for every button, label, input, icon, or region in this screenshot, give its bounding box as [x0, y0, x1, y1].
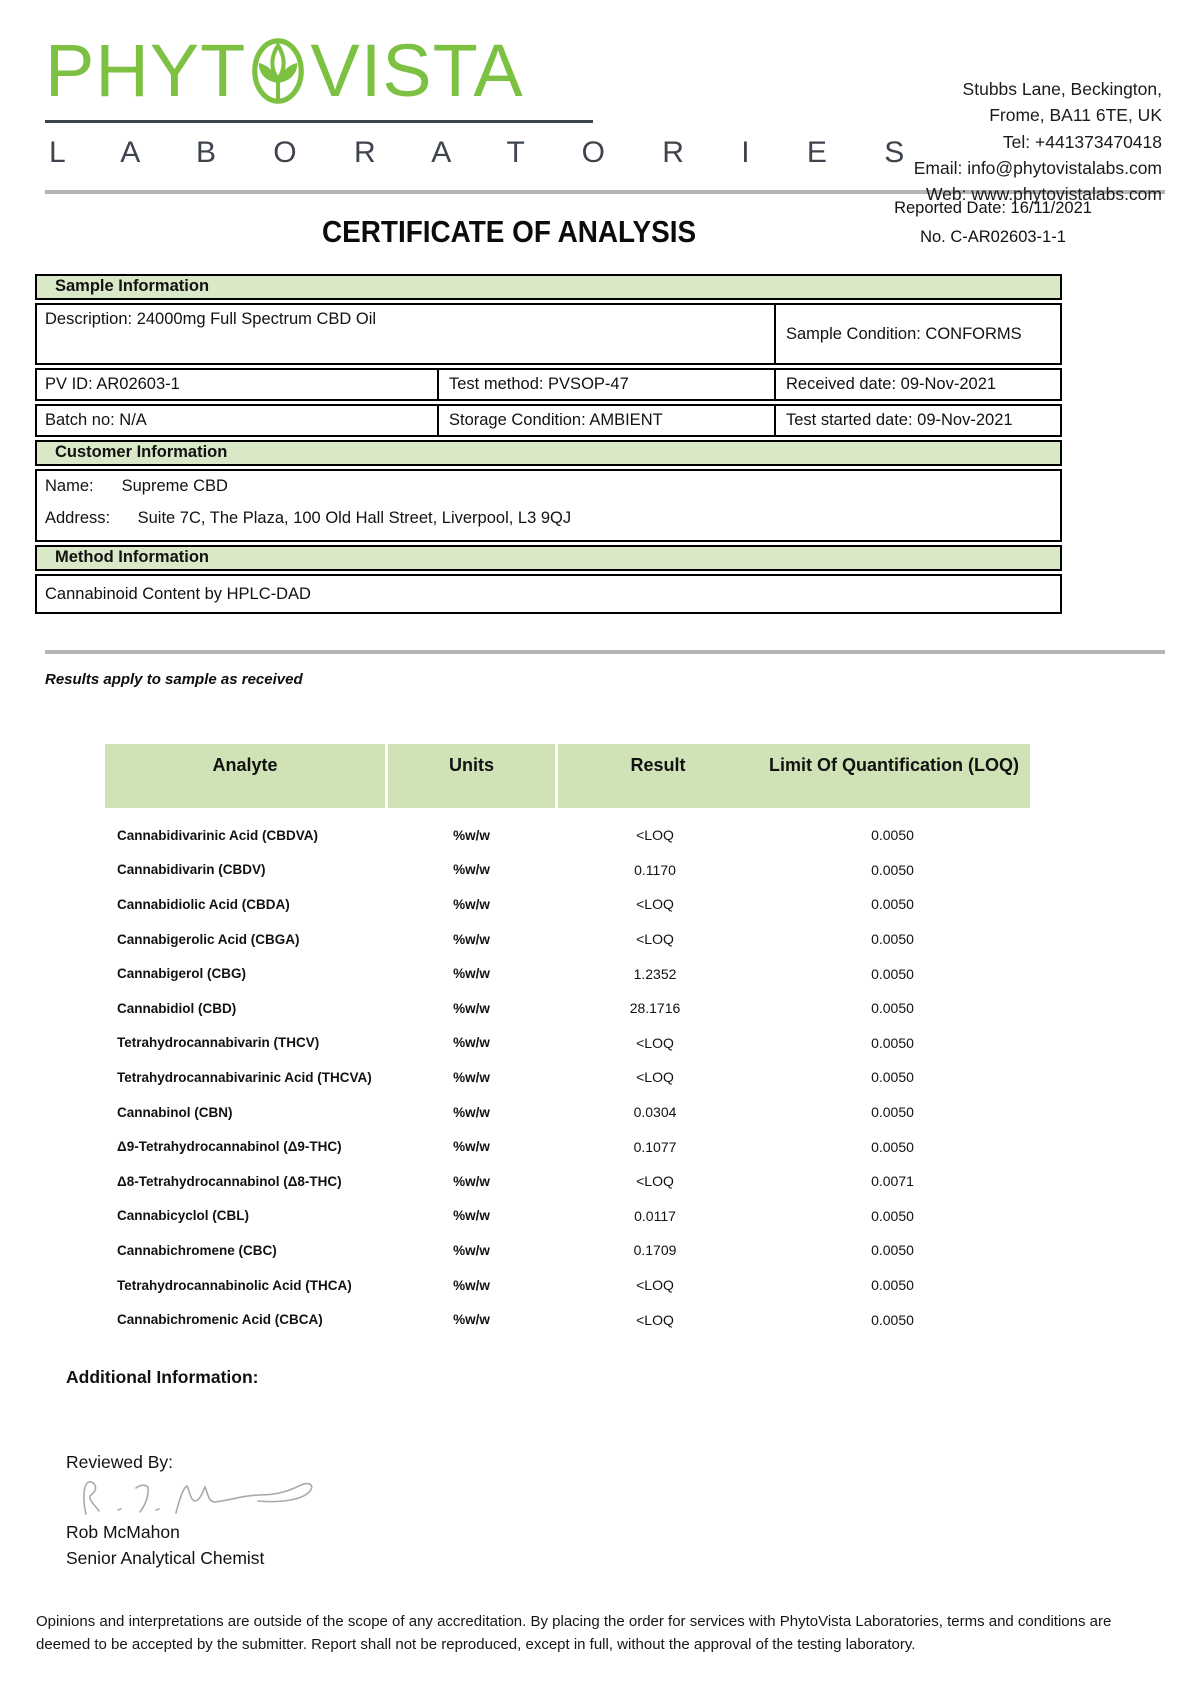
phytovista-logo	[45, 29, 929, 170]
analyte-cell: Cannabigerolic Acid (CBGA)	[117, 931, 300, 947]
table-row	[105, 922, 1030, 957]
page-header	[0, 29, 1200, 204]
received-date: Received date: 09-Nov-2021	[774, 370, 1060, 399]
result-cell: <LOQ	[636, 1311, 674, 1328]
logo-laboratories-text: L A B O R A T O R I E S	[49, 136, 929, 169]
result-cell: <LOQ	[636, 896, 674, 913]
analyte-cell: Tetrahydrocannabivarinic Acid (THCVA)	[117, 1069, 372, 1085]
lab-email: Email: info@phytovistalabs.com	[913, 157, 1162, 178]
method-information-box	[35, 574, 1062, 614]
units-cell: %w/w	[453, 1277, 490, 1293]
analyte-cell: Tetrahydrocannabivarin (THCV)	[117, 1035, 320, 1051]
test-started-date: Test started date: 09-Nov-2021	[774, 406, 1060, 435]
additional-information-label: Additional Information:	[66, 1366, 259, 1387]
table-row	[105, 1233, 1030, 1268]
leaf-logo-icon	[249, 35, 307, 107]
logo-text-part1: PHYT	[45, 29, 247, 112]
column-header-result: Result	[558, 744, 758, 808]
units-cell: %w/w	[453, 1208, 490, 1224]
loq-cell: 0.0050	[871, 1104, 914, 1121]
analyte-cell: Cannabinol (CBN)	[117, 1104, 233, 1120]
units-cell: %w/w	[453, 1173, 490, 1189]
loq-cell: 0.0050	[871, 1138, 914, 1155]
table-row	[105, 1060, 1030, 1095]
analyte-cell: Cannabichromene (CBC)	[117, 1242, 277, 1258]
lab-website: Web: www.phytovistalabs.com	[925, 184, 1162, 204]
units-cell: %w/w	[453, 862, 490, 878]
loq-cell: 0.0050	[871, 931, 914, 948]
units-cell: %w/w	[453, 931, 490, 947]
units-cell: %w/w	[453, 1035, 490, 1051]
table-row	[105, 887, 1030, 922]
results-table-body	[105, 818, 1030, 1337]
analyte-cell: Cannabicyclol (CBL)	[117, 1208, 250, 1224]
result-cell: 1.2352	[633, 965, 677, 982]
customer-address-value: Suite 7C, The Plaza, 100 Old Hall Street, Liverpool, L3 9QJ	[137, 509, 572, 527]
result-cell: 0.0304	[633, 1104, 677, 1121]
sample-information-section	[35, 274, 1062, 614]
method-information-header: Method Information	[35, 545, 1062, 571]
table-row	[105, 818, 1030, 853]
loq-cell: 0.0050	[871, 1034, 914, 1051]
result-cell: 0.1170	[634, 861, 676, 878]
sample-information-header: Sample Information	[35, 274, 1062, 300]
table-row	[105, 1164, 1030, 1199]
units-cell: %w/w	[453, 896, 490, 912]
title-row	[0, 198, 1200, 272]
reviewed-by-label: Reviewed By:	[66, 1451, 173, 1472]
report-number: No. C-AR02603-1-1	[920, 228, 1066, 246]
result-cell: 0.0117	[634, 1207, 676, 1224]
loq-cell: 0.0050	[871, 1311, 914, 1328]
customer-name-label: Name:	[45, 477, 94, 495]
table-row	[105, 853, 1030, 888]
analyte-cell: Δ8-Tetrahydrocannabinol (Δ8-THC)	[117, 1173, 342, 1189]
logo-wordmark	[45, 29, 593, 123]
customer-name-line	[45, 477, 1052, 496]
page-title: CERTIFICATE OF ANALYSIS	[322, 214, 697, 249]
customer-information-box	[35, 469, 1062, 542]
results-table-header	[105, 744, 1030, 808]
customer-information-header: Customer Information	[35, 440, 1062, 466]
table-row	[105, 956, 1030, 991]
analyte-cell: Tetrahydrocannabinolic Acid (THCA)	[117, 1277, 352, 1293]
table-row	[105, 1129, 1030, 1164]
test-method: Test method: PVSOP-47	[437, 370, 774, 399]
lab-contact-block	[914, 76, 1162, 207]
loq-cell: 0.0050	[871, 861, 914, 878]
units-cell: %w/w	[453, 1139, 490, 1155]
units-cell: %w/w	[453, 1312, 490, 1328]
result-cell: 28.1716	[629, 1000, 681, 1017]
table-row	[105, 1302, 1030, 1337]
column-header-loq: Limit Of Quantification (LOQ)	[758, 744, 1030, 808]
loq-cell: 0.0050	[871, 1277, 914, 1294]
units-cell: %w/w	[453, 1069, 490, 1085]
result-cell: 0.1709	[633, 1242, 677, 1259]
storage-condition: Storage Condition: AMBIENT	[437, 406, 774, 435]
loq-cell: 0.0050	[871, 965, 914, 982]
loq-cell: 0.0050	[871, 1000, 914, 1017]
pv-id: PV ID: AR02603-1	[45, 375, 180, 393]
column-header-analyte: Analyte	[105, 744, 385, 808]
result-cell: <LOQ	[636, 1173, 674, 1190]
customer-address-label: Address:	[45, 509, 111, 527]
result-cell: <LOQ	[636, 1277, 674, 1294]
logo-text-part2: VISTA	[310, 29, 524, 112]
table-row	[105, 991, 1030, 1026]
lab-address-line2: Frome, BA11 6TE, UK	[989, 105, 1162, 126]
signature-image	[72, 1474, 342, 1522]
sample-batch-row	[35, 404, 1062, 437]
table-row	[105, 1199, 1030, 1234]
loq-cell: 0.0050	[871, 1207, 914, 1224]
units-cell: %w/w	[453, 827, 490, 843]
result-cell: <LOQ	[636, 1034, 674, 1051]
disclaimer-text: Opinions and interpretations are outside of the scope of any accreditation. By placing the order for services with PhytoVista Laboratories, terms and conditions are deemed to be accepted by the submitter. Report shall not be reproduced, except in full, without the approval of the testing laboratory.	[36, 1612, 1112, 1653]
results-table	[105, 744, 1030, 1337]
units-cell: %w/w	[453, 1242, 490, 1258]
table-row	[105, 1026, 1030, 1061]
method-name: Cannabinoid Content by HPLC-DAD	[45, 584, 311, 603]
loq-cell: 0.0050	[871, 827, 914, 844]
reviewer-title: Senior Analytical Chemist	[66, 1547, 265, 1568]
lab-address-line1: Stubbs Lane, Beckington,	[962, 79, 1162, 99]
units-cell: %w/w	[453, 1000, 490, 1016]
result-cell: 0.1077	[633, 1138, 677, 1155]
customer-address-line	[45, 509, 1052, 528]
loq-cell: 0.0071	[871, 1173, 914, 1190]
loq-cell: 0.0050	[871, 1069, 914, 1086]
section-divider	[45, 650, 1165, 654]
reported-date: Reported Date: 16/11/2021	[894, 199, 1092, 217]
sample-condition: Sample Condition: CONFORMS	[774, 305, 1060, 363]
results-note: Results apply to sample as received	[45, 671, 303, 688]
analyte-cell: Δ9-Tetrahydrocannabinol (Δ9-THC)	[117, 1139, 342, 1155]
loq-cell: 0.0050	[871, 896, 914, 913]
analyte-cell: Cannabidiol (CBD)	[117, 1000, 237, 1016]
analyte-cell: Cannabidivarin (CBDV)	[117, 862, 266, 878]
batch-no: Batch no: N/A	[45, 411, 147, 429]
analyte-cell: Cannabigerol (CBG)	[117, 966, 247, 982]
sample-description: Description: 24000mg Full Spectrum CBD Oil	[45, 310, 377, 328]
result-cell: <LOQ	[636, 1069, 674, 1086]
units-cell: %w/w	[453, 1104, 490, 1120]
analyte-cell: Cannabidivarinic Acid (CBDVA)	[117, 827, 319, 843]
sample-ids-row	[35, 368, 1062, 401]
report-meta	[828, 199, 1158, 247]
result-cell: <LOQ	[636, 827, 674, 844]
table-row	[105, 1268, 1030, 1303]
lab-phone: Tel: +441373470418	[1002, 131, 1162, 152]
loq-cell: 0.0050	[871, 1242, 914, 1259]
result-cell: <LOQ	[636, 931, 674, 948]
reviewer-name: Rob McMahon	[66, 1521, 180, 1542]
analyte-cell: Cannabichromenic Acid (CBCA)	[117, 1312, 323, 1328]
units-cell: %w/w	[453, 966, 490, 982]
column-header-units: Units	[388, 744, 555, 808]
analyte-cell: Cannabidiolic Acid (CBDA)	[117, 896, 290, 912]
customer-name-value: Supreme CBD	[121, 477, 228, 495]
table-row	[105, 1095, 1030, 1130]
sample-description-row	[35, 303, 1062, 365]
